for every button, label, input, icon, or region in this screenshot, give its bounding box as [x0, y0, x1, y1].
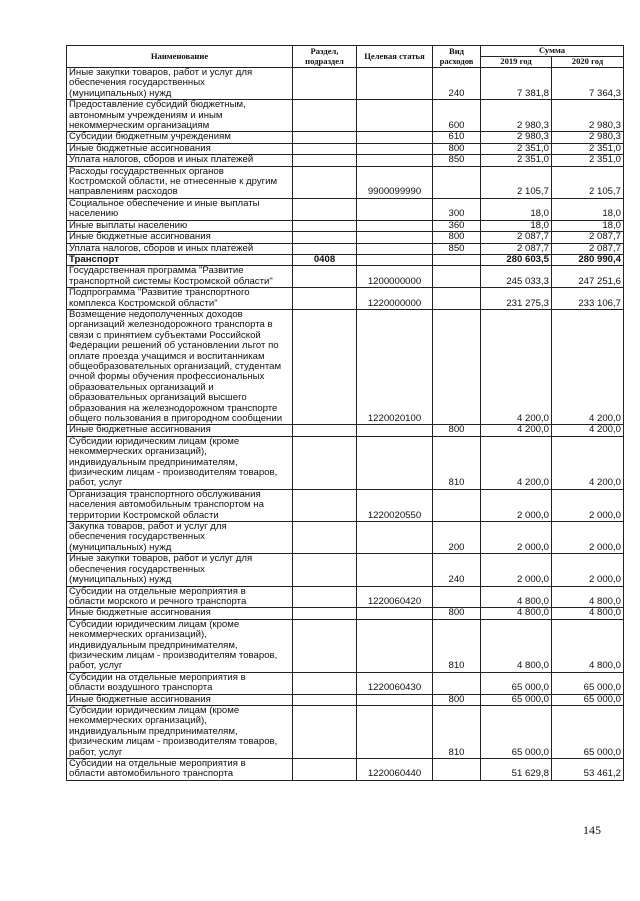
row-name: [67, 522, 293, 554]
row-article: 1220020550: [357, 489, 433, 521]
table-row: [67, 694, 624, 705]
row-kind: 800: [433, 232, 481, 243]
row-sum-2019: 280 603,5: [481, 254, 552, 265]
row-kind: 800: [433, 425, 481, 436]
table-row: [67, 254, 624, 265]
row-name-line: связи с принятием субъектами Российской: [69, 329, 261, 341]
row-sum-2020: 247 251,6: [552, 266, 624, 288]
row-section: [293, 143, 357, 154]
row-article: [357, 132, 433, 143]
row-sum-2019: 51 629,8: [481, 759, 552, 781]
row-name-line: некоммерческих организаций),: [69, 629, 207, 641]
row-name-line: работ, услуг: [69, 477, 123, 489]
table-row: [67, 243, 624, 254]
row-section: [293, 705, 357, 758]
row-name: [67, 132, 293, 143]
row-kind: [433, 266, 481, 288]
table-row: [67, 586, 624, 608]
row-name-line: Иные закупки товаров, работ и услуг для: [69, 553, 253, 565]
row-section: [293, 232, 357, 243]
row-name: [67, 198, 293, 220]
header-article: Целевая статья: [357, 46, 433, 68]
row-name: [67, 759, 293, 781]
row-name-line: физическим лицам - производителям товаров,: [69, 467, 278, 479]
row-article: 1220060440: [357, 759, 433, 781]
table-row: [67, 759, 624, 781]
row-sum-2019: 18,0: [481, 220, 552, 231]
row-sum-2019: 4 200,0: [481, 309, 552, 424]
header-year-2020: 2020 год: [552, 57, 624, 68]
table-row: [67, 436, 624, 489]
row-name-line: комплекса Костромской области": [69, 297, 218, 309]
row-sum-2020: 4 200,0: [552, 309, 624, 424]
row-sum-2019: 2 980,3: [481, 100, 552, 132]
row-name-line: транспортной системы Костромской области": [69, 275, 273, 287]
row-kind: [433, 309, 481, 424]
row-name-line: Костромской области, не отнесенные к другим: [69, 176, 278, 188]
row-sum-2020: 18,0: [552, 198, 624, 220]
row-name-line: Транспорт: [69, 254, 119, 265]
header-section: Раздел, подраздел: [293, 46, 357, 68]
row-name-line: населению: [69, 208, 119, 220]
row-name: [67, 489, 293, 521]
row-section: 0408: [293, 254, 357, 265]
header-sum: Сумма: [481, 46, 624, 57]
table-row: [67, 288, 624, 310]
row-section: [293, 672, 357, 694]
row-article: [357, 436, 433, 489]
row-sum-2019: 18,0: [481, 198, 552, 220]
row-section: [293, 759, 357, 781]
table-row: [67, 143, 624, 154]
row-article: 1220060430: [357, 672, 433, 694]
row-name-line: образовательных организаций высшего: [69, 392, 247, 404]
budget-table: [66, 45, 624, 781]
row-sum-2019: 65 000,0: [481, 694, 552, 705]
row-sum-2019: 245 033,3: [481, 266, 552, 288]
row-kind: [433, 254, 481, 265]
row-sum-2020: 2 087,7: [552, 243, 624, 254]
row-section: [293, 132, 357, 143]
row-kind: [433, 489, 481, 521]
row-name-line: Субсидии на отдельные мероприятия в: [69, 586, 246, 597]
row-section: [293, 586, 357, 608]
row-name-line: автономным учреждениям и иным: [69, 109, 223, 121]
row-article: [357, 694, 433, 705]
row-name: [67, 220, 293, 231]
row-section: [293, 554, 357, 586]
row-section: [293, 619, 357, 672]
row-kind: 300: [433, 198, 481, 220]
row-article: [357, 143, 433, 154]
row-kind: 240: [433, 68, 481, 100]
row-sum-2019: 2 351,0: [481, 143, 552, 154]
row-name-line: направлениям расходов: [69, 186, 178, 198]
table-row: [67, 232, 624, 243]
row-name-line: Организация транспортного обслуживания: [69, 489, 261, 500]
row-name-line: Субсидии юридическим лицам (кроме: [69, 436, 240, 447]
row-name-line: обеспечения государственных: [69, 531, 205, 543]
row-kind: 200: [433, 522, 481, 554]
row-article: [357, 68, 433, 100]
row-sum-2019: 65 000,0: [481, 672, 552, 694]
row-kind: [433, 672, 481, 694]
row-name-line: образования на железнодорожном транспорте: [69, 402, 278, 414]
row-article: [357, 232, 433, 243]
row-kind: 810: [433, 619, 481, 672]
row-section: [293, 436, 357, 489]
row-sum-2019: 2 105,7: [481, 166, 552, 198]
row-name-line: некоммерческим организациям: [69, 120, 210, 132]
row-name: [67, 436, 293, 489]
row-name-line: Уплата налогов, сборов и иных платежей: [69, 243, 254, 254]
row-name-line: Государственная программа "Развитие: [69, 265, 244, 277]
row-name-line: Иные закупки товаров, работ и услуг для: [69, 67, 253, 78]
row-section: [293, 198, 357, 220]
row-sum-2019: 2 087,7: [481, 243, 552, 254]
row-name: [67, 155, 293, 166]
row-sum-2019: 4 200,0: [481, 425, 552, 436]
row-name-line: Субсидии на отдельные мероприятия в: [69, 672, 246, 683]
row-kind: [433, 288, 481, 310]
row-kind: [433, 166, 481, 198]
row-name-line: (муниципальных) нужд: [69, 574, 172, 586]
table-row: [67, 489, 624, 521]
row-sum-2019: 2 000,0: [481, 489, 552, 521]
row-section: [293, 68, 357, 100]
row-name-line: Иные бюджетные ассигнования: [69, 143, 211, 154]
row-section: [293, 100, 357, 132]
row-article: [357, 198, 433, 220]
row-sum-2019: 4 800,0: [481, 608, 552, 619]
row-name-line: Иные бюджетные ассигнования: [69, 607, 211, 619]
page-number: 145: [583, 823, 601, 837]
row-name-line: Закупка товаров, работ и услуг для: [69, 521, 227, 533]
row-article: [357, 619, 433, 672]
row-article: [357, 705, 433, 758]
row-sum-2020: 2 105,7: [552, 166, 624, 198]
table-row: [67, 554, 624, 586]
row-article: [357, 425, 433, 436]
row-name-line: Иные бюджетные ассигнования: [69, 424, 211, 436]
row-sum-2020: 4 200,0: [552, 436, 624, 489]
row-sum-2019: 2 351,0: [481, 155, 552, 166]
row-article: [357, 100, 433, 132]
table-body: [67, 68, 624, 781]
row-name: [67, 254, 293, 265]
table-row: [67, 619, 624, 672]
row-article: 1220060420: [357, 586, 433, 608]
header-name: Наименование: [67, 46, 293, 68]
row-section: [293, 155, 357, 166]
row-name: [67, 619, 293, 672]
row-name: [67, 425, 293, 436]
row-name-line: Расходы государственных органов: [69, 166, 224, 177]
table-row: [67, 705, 624, 758]
row-name-line: области морского и речного транспорта: [69, 595, 247, 607]
row-section: [293, 243, 357, 254]
row-kind: 610: [433, 132, 481, 143]
row-name-line: некоммерческих организаций),: [69, 446, 207, 458]
row-name-line: Возмещение недополученных доходов: [69, 309, 243, 320]
row-kind: 800: [433, 608, 481, 619]
row-sum-2019: 2 087,7: [481, 232, 552, 243]
row-name-line: работ, услуг: [69, 660, 123, 672]
row-sum-2020: 4 800,0: [552, 586, 624, 608]
row-sum-2020: 4 200,0: [552, 425, 624, 436]
header-kind: Вид расходов: [433, 46, 481, 68]
table-row: [67, 68, 624, 100]
row-kind: 800: [433, 694, 481, 705]
row-sum-2019: 4 800,0: [481, 586, 552, 608]
row-kind: [433, 586, 481, 608]
row-sum-2020: 2 087,7: [552, 232, 624, 243]
row-sum-2019: 4 800,0: [481, 619, 552, 672]
row-name-line: физическим лицам - производителям товаров,: [69, 649, 278, 661]
row-article: 9900099990: [357, 166, 433, 198]
row-name: [67, 309, 293, 424]
row-name: [67, 143, 293, 154]
row-name-line: общего пользования в пригородном сообщении: [69, 413, 283, 424]
row-name-line: общеобразовательных организаций, студентам: [69, 360, 282, 372]
row-name-line: населения автомобильным транспортом на: [69, 499, 264, 511]
table-row: [67, 166, 624, 198]
row-section: [293, 489, 357, 521]
row-sum-2019: 2 000,0: [481, 554, 552, 586]
row-article: [357, 220, 433, 231]
row-name-line: Социальное обеспечение и иные выплаты: [69, 198, 260, 209]
row-sum-2019: 7 381,8: [481, 68, 552, 100]
table-row: [67, 100, 624, 132]
row-sum-2020: 2 000,0: [552, 489, 624, 521]
row-sum-2019: 4 200,0: [481, 436, 552, 489]
row-sum-2020: 65 000,0: [552, 694, 624, 705]
row-section: [293, 425, 357, 436]
row-name-line: физическим лицам - производителям товаров,: [69, 736, 278, 748]
row-kind: 240: [433, 554, 481, 586]
table-row: [67, 220, 624, 231]
row-name: [67, 672, 293, 694]
row-kind: [433, 759, 481, 781]
row-name-line: Предоставление субсидий бюджетным,: [69, 99, 246, 111]
row-name: [67, 100, 293, 132]
row-sum-2020: 2 351,0: [552, 143, 624, 154]
row-name-line: территории Костромской области: [69, 509, 219, 521]
row-name: [67, 586, 293, 608]
row-name-line: Подпрограмма "Развитие транспортного: [69, 287, 250, 299]
row-kind: 850: [433, 243, 481, 254]
row-name: [67, 288, 293, 310]
row-article: [357, 155, 433, 166]
table-row: [67, 672, 624, 694]
table-row: [67, 522, 624, 554]
row-name-line: области автомобильного транспорта: [69, 768, 234, 780]
row-name-line: очной формы обучения профессиональных: [69, 371, 265, 383]
row-sum-2020: 2 351,0: [552, 155, 624, 166]
row-kind: 810: [433, 436, 481, 489]
row-sum-2019: 231 275,3: [481, 288, 552, 310]
row-article: [357, 522, 433, 554]
row-name-line: работ, услуг: [69, 746, 123, 758]
row-name-line: Иные бюджетные ассигнования: [69, 231, 211, 243]
header-year-2019: 2019 год: [481, 57, 552, 68]
row-section: [293, 166, 357, 198]
row-sum-2019: 65 000,0: [481, 705, 552, 758]
table-row: [67, 132, 624, 143]
table-row: [67, 198, 624, 220]
row-section: [293, 288, 357, 310]
row-section: [293, 608, 357, 619]
row-name: [67, 705, 293, 758]
row-name: [67, 608, 293, 619]
row-sum-2020: 2 000,0: [552, 522, 624, 554]
row-name-line: индивидуальным предпринимателям,: [69, 639, 238, 651]
row-name-line: образовательных организаций и: [69, 381, 214, 393]
row-article: [357, 254, 433, 265]
row-name-line: Субсидии юридическим лицам (кроме: [69, 619, 240, 630]
row-name-line: Уплата налогов, сборов и иных платежей: [69, 154, 254, 166]
row-name-line: области воздушного транспорта: [69, 682, 213, 694]
row-sum-2020: 2 000,0: [552, 554, 624, 586]
row-article: 1220000000: [357, 288, 433, 310]
row-name-line: Субсидии бюджетным учреждениям: [69, 131, 231, 143]
row-section: [293, 266, 357, 288]
row-name-line: Федерации решений об установлении льгот по: [69, 340, 279, 352]
row-sum-2020: 53 461,2: [552, 759, 624, 781]
row-name-line: Иные выплаты населению: [69, 220, 188, 231]
row-name-line: оплате проезда учащимся и воспитанникам: [69, 350, 265, 362]
row-name-line: организаций железнодорожного транспорта в: [69, 319, 273, 331]
row-name: [67, 554, 293, 586]
row-kind: 360: [433, 220, 481, 231]
row-name-line: (муниципальных) нужд: [69, 87, 172, 99]
table-row: [67, 309, 624, 424]
row-sum-2020: 18,0: [552, 220, 624, 231]
row-kind: 850: [433, 155, 481, 166]
row-sum-2020: 2 980,3: [552, 100, 624, 132]
row-name-line: обеспечения государственных: [69, 563, 205, 575]
row-article: 1220020100: [357, 309, 433, 424]
row-name-line: Субсидии на отдельные мероприятия в: [69, 758, 246, 769]
row-article: [357, 554, 433, 586]
row-article: [357, 608, 433, 619]
row-sum-2020: 65 000,0: [552, 672, 624, 694]
row-name: [67, 166, 293, 198]
row-name: [67, 68, 293, 100]
row-name-line: индивидуальным предпринимателям,: [69, 725, 238, 737]
row-sum-2020: 65 000,0: [552, 705, 624, 758]
row-sum-2020: 4 800,0: [552, 619, 624, 672]
table-row: [67, 266, 624, 288]
row-name: [67, 243, 293, 254]
row-kind: 810: [433, 705, 481, 758]
table-row: [67, 155, 624, 166]
row-name-line: Субсидии юридическим лицам (кроме: [69, 705, 240, 716]
table-row: [67, 425, 624, 436]
row-name-line: индивидуальным предпринимателям,: [69, 456, 238, 468]
document-page: [66, 45, 623, 781]
row-name-line: Иные бюджетные ассигнования: [69, 694, 211, 705]
row-article: 1200000000: [357, 266, 433, 288]
row-article: [357, 243, 433, 254]
row-name-line: (муниципальных) нужд: [69, 541, 172, 553]
row-sum-2020: 4 800,0: [552, 608, 624, 619]
row-name: [67, 266, 293, 288]
row-section: [293, 220, 357, 231]
row-sum-2019: 2 980,3: [481, 132, 552, 143]
row-name-line: некоммерческих организаций),: [69, 715, 207, 727]
row-sum-2020: 2 980,3: [552, 132, 624, 143]
row-section: [293, 694, 357, 705]
row-name: [67, 694, 293, 705]
row-name: [67, 232, 293, 243]
table-row: [67, 608, 624, 619]
row-kind: 600: [433, 100, 481, 132]
row-sum-2020: 280 990,4: [552, 254, 624, 265]
row-section: [293, 522, 357, 554]
row-name-line: обеспечения государственных: [69, 77, 205, 89]
row-sum-2020: 7 364,3: [552, 68, 624, 100]
row-section: [293, 309, 357, 424]
row-kind: 800: [433, 143, 481, 154]
row-sum-2019: 2 000,0: [481, 522, 552, 554]
row-sum-2020: 233 106,7: [552, 288, 624, 310]
